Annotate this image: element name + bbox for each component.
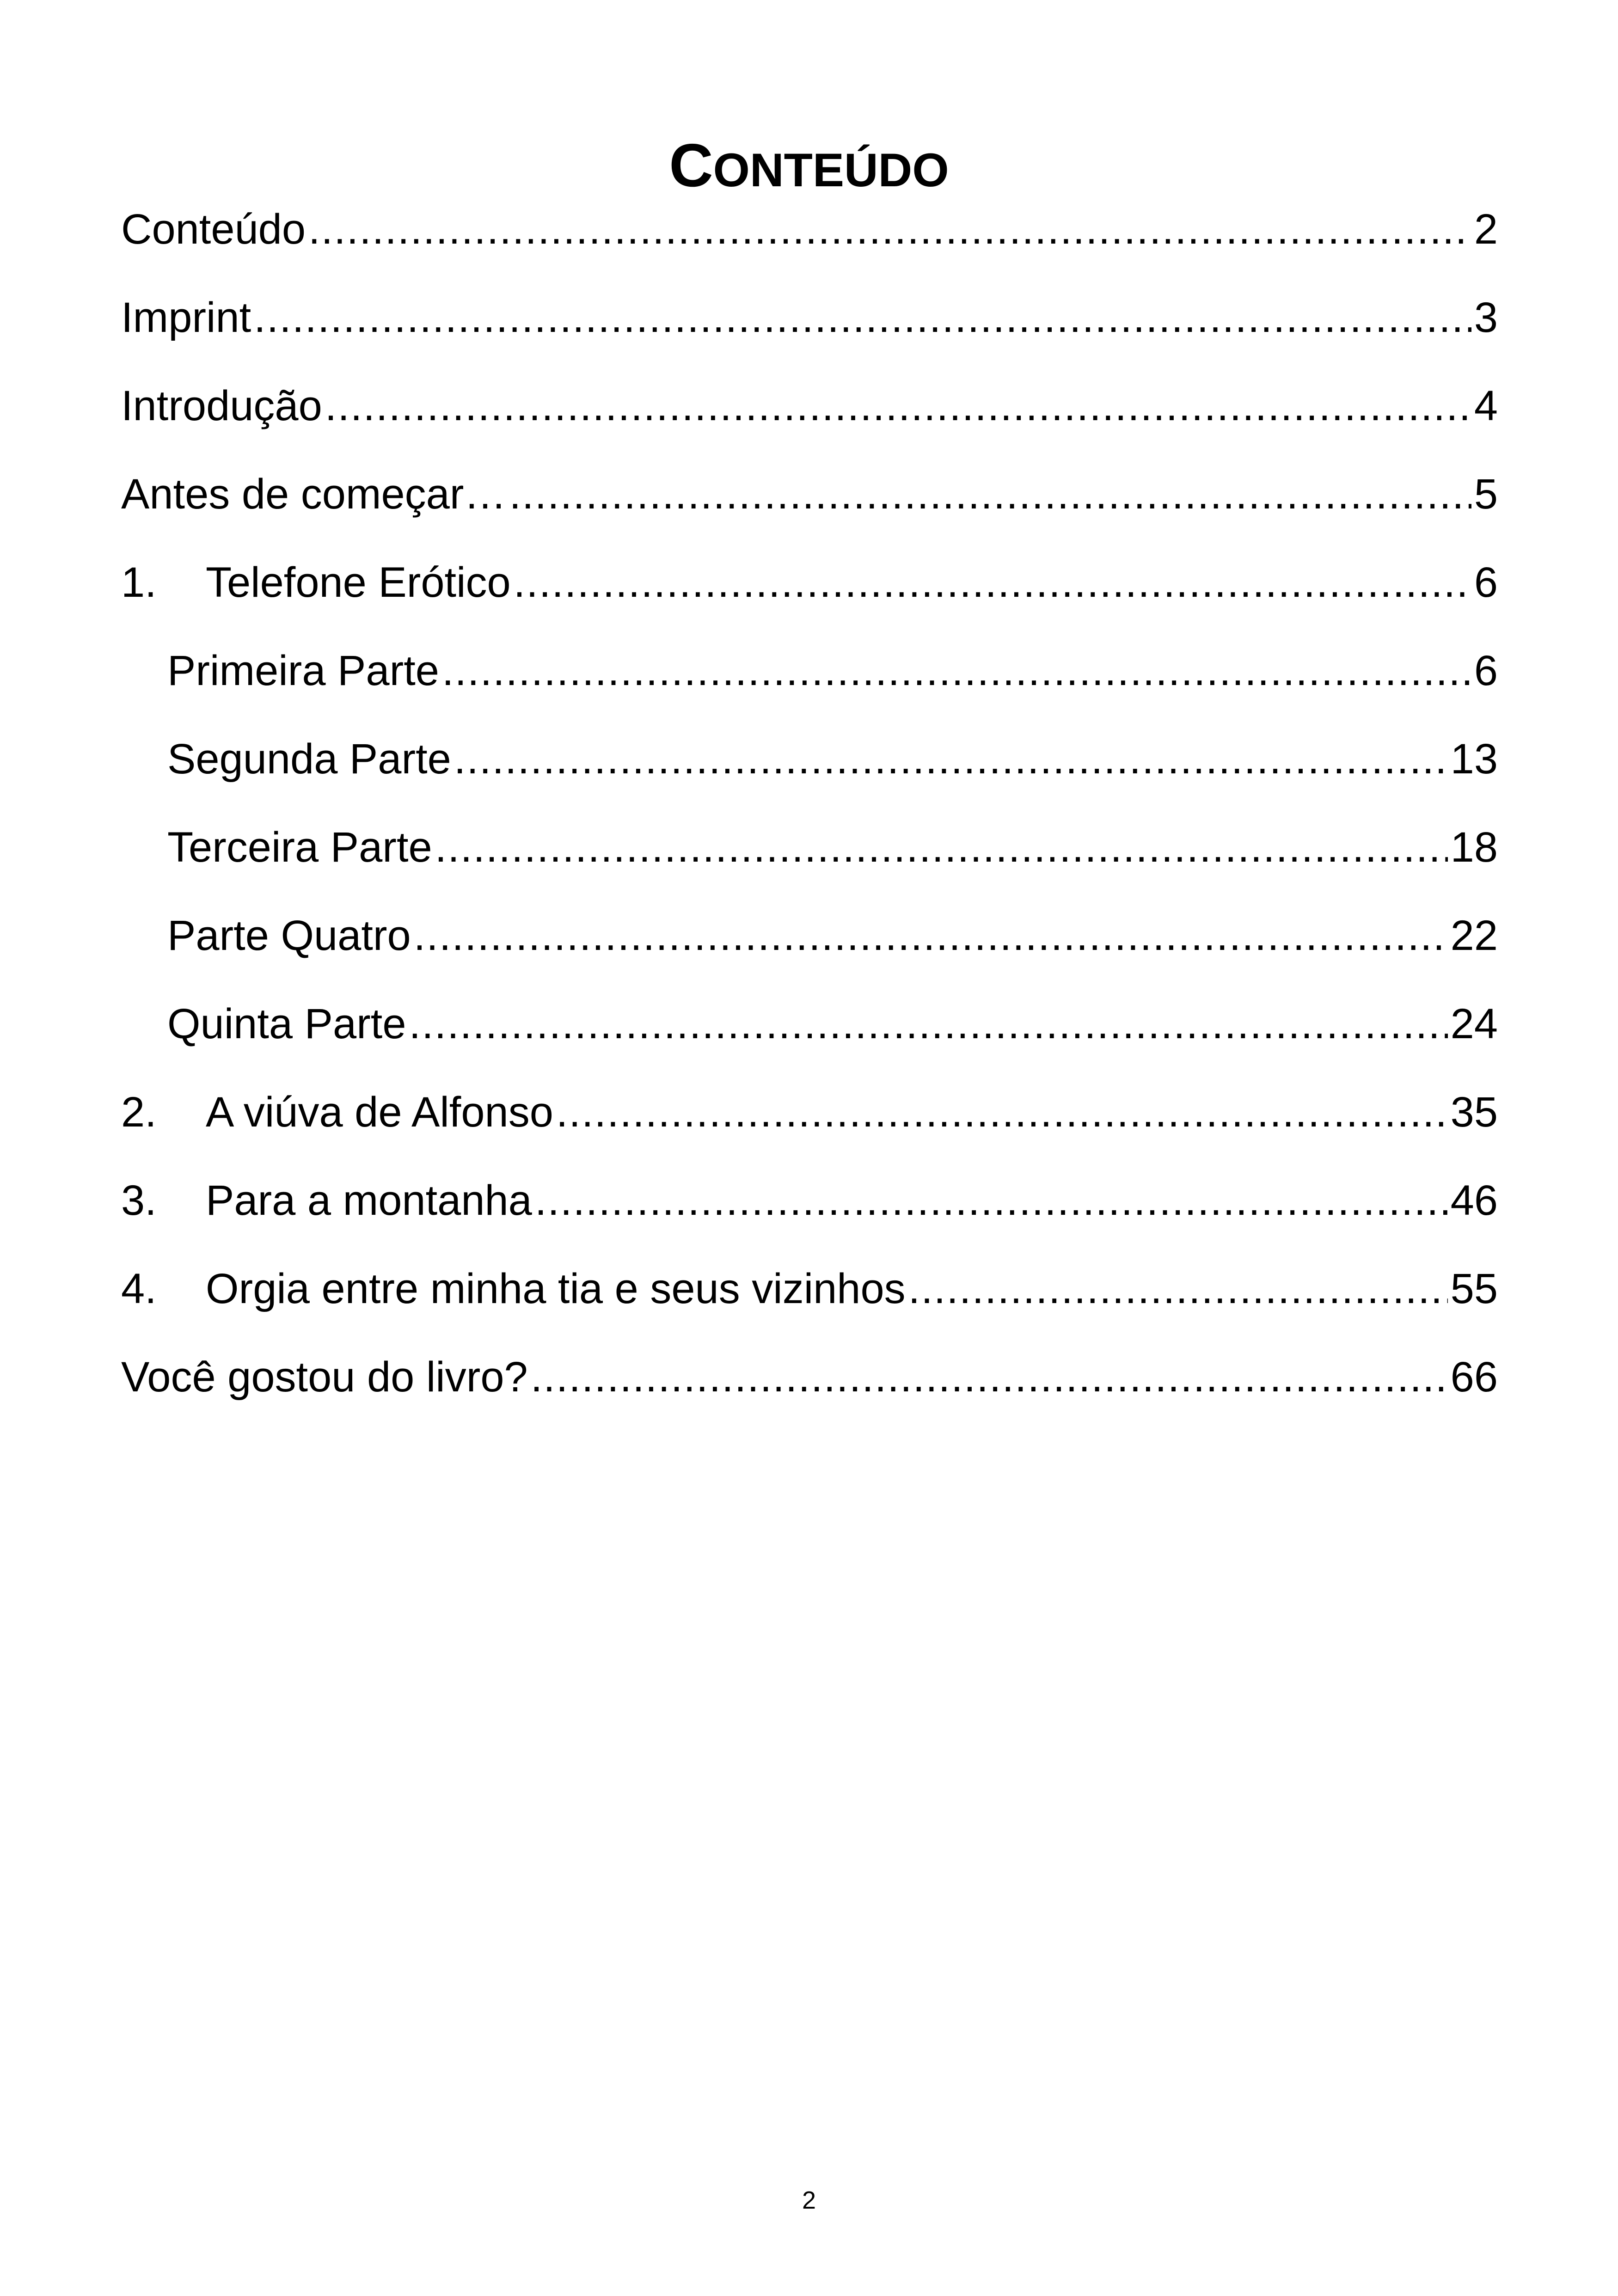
toc-entry-antes-de-comecar[interactable] [121, 450, 1498, 538]
toc-entry-telefone-erotico[interactable] [121, 538, 1498, 626]
toc-entry-page: 6 [1474, 558, 1498, 606]
toc-entry-number: 4. [121, 1265, 157, 1312]
toc-entry-page: 18 [1450, 823, 1498, 871]
toc-entry-page: 6 [1474, 647, 1498, 694]
toc-entry-page: 55 [1450, 1265, 1498, 1312]
toc-entry-viuva-de-alfonso[interactable] [121, 1068, 1498, 1156]
toc-entry-label: A viúva de Alfonso [206, 1088, 553, 1136]
dot-leader [535, 1173, 1448, 1228]
dot-leader [409, 996, 1448, 1052]
toc-entry-page: 2 [1474, 205, 1498, 253]
dot-leader [556, 1084, 1448, 1140]
toc-entry-page: 5 [1474, 470, 1498, 518]
toc-entry-label: Imprint [121, 294, 251, 341]
toc-entry-label: Primeira Parte [167, 647, 439, 694]
toc-entry-label: Segunda Parte [167, 735, 451, 783]
table-of-contents [121, 185, 1498, 1421]
toc-entry-label: Para a montanha [206, 1176, 532, 1224]
dot-leader [531, 1349, 1448, 1405]
toc-entry-orgia[interactable] [121, 1244, 1498, 1333]
dot-leader [442, 643, 1471, 698]
dot-leader [325, 378, 1471, 434]
toc-entry-para-a-montanha[interactable] [121, 1156, 1498, 1244]
dot-leader [308, 202, 1471, 257]
toc-entry-label: Quinta Parte [167, 1000, 406, 1047]
page-number: 2 [802, 2186, 816, 2214]
toc-entry-number: 2. [121, 1088, 157, 1136]
toc-entry-primeira-parte[interactable] [121, 626, 1498, 715]
dot-leader [435, 820, 1448, 875]
dot-leader [509, 466, 1471, 522]
toc-entry-page: 24 [1450, 1000, 1498, 1047]
toc-entry-page: 22 [1450, 912, 1498, 959]
dot-leader [908, 1261, 1448, 1316]
dot-leader [254, 290, 1471, 345]
dot-leader [514, 555, 1471, 610]
toc-entry-number: 3. [121, 1176, 157, 1224]
title-initial: C [669, 131, 713, 200]
toc-entry-number: 1. [121, 558, 157, 606]
toc-entry-label: Parte Quatro [167, 912, 411, 959]
toc-entry-label: Você gostou do livro? [121, 1353, 528, 1401]
toc-entry-page: 35 [1450, 1088, 1498, 1136]
dot-leader [454, 731, 1448, 787]
toc-entry-label: Terceira Parte [167, 823, 432, 871]
dot-leader [414, 908, 1448, 963]
toc-entry-introducao[interactable] [121, 361, 1498, 450]
toc-entry-segunda-parte[interactable] [121, 715, 1498, 803]
toc-entry-page: 46 [1450, 1176, 1498, 1224]
toc-entry-imprint[interactable] [121, 273, 1498, 361]
toc-entry-page: 3 [1474, 294, 1498, 341]
title-rest: ONTEÚDO [713, 144, 949, 197]
toc-entry-label: Telefone Erótico [206, 558, 511, 606]
toc-entry-label: Orgia entre minha tia e seus vizinhos [206, 1265, 906, 1312]
toc-entry-page: 4 [1474, 382, 1498, 429]
toc-entry-terceira-parte[interactable] [121, 803, 1498, 891]
toc-entry-conteudo[interactable] [121, 185, 1498, 273]
toc-entry-quinta-parte[interactable] [121, 980, 1498, 1068]
toc-entry-parte-quatro[interactable] [121, 891, 1498, 980]
toc-entry-page: 13 [1450, 735, 1498, 783]
toc-entry-label: Antes de começar… [121, 470, 507, 518]
toc-entry-label: Conteúdo [121, 205, 306, 253]
toc-entry-voce-gostou[interactable] [121, 1333, 1498, 1421]
toc-entry-label: Introdução [121, 382, 322, 429]
toc-entry-page: 66 [1450, 1353, 1498, 1401]
